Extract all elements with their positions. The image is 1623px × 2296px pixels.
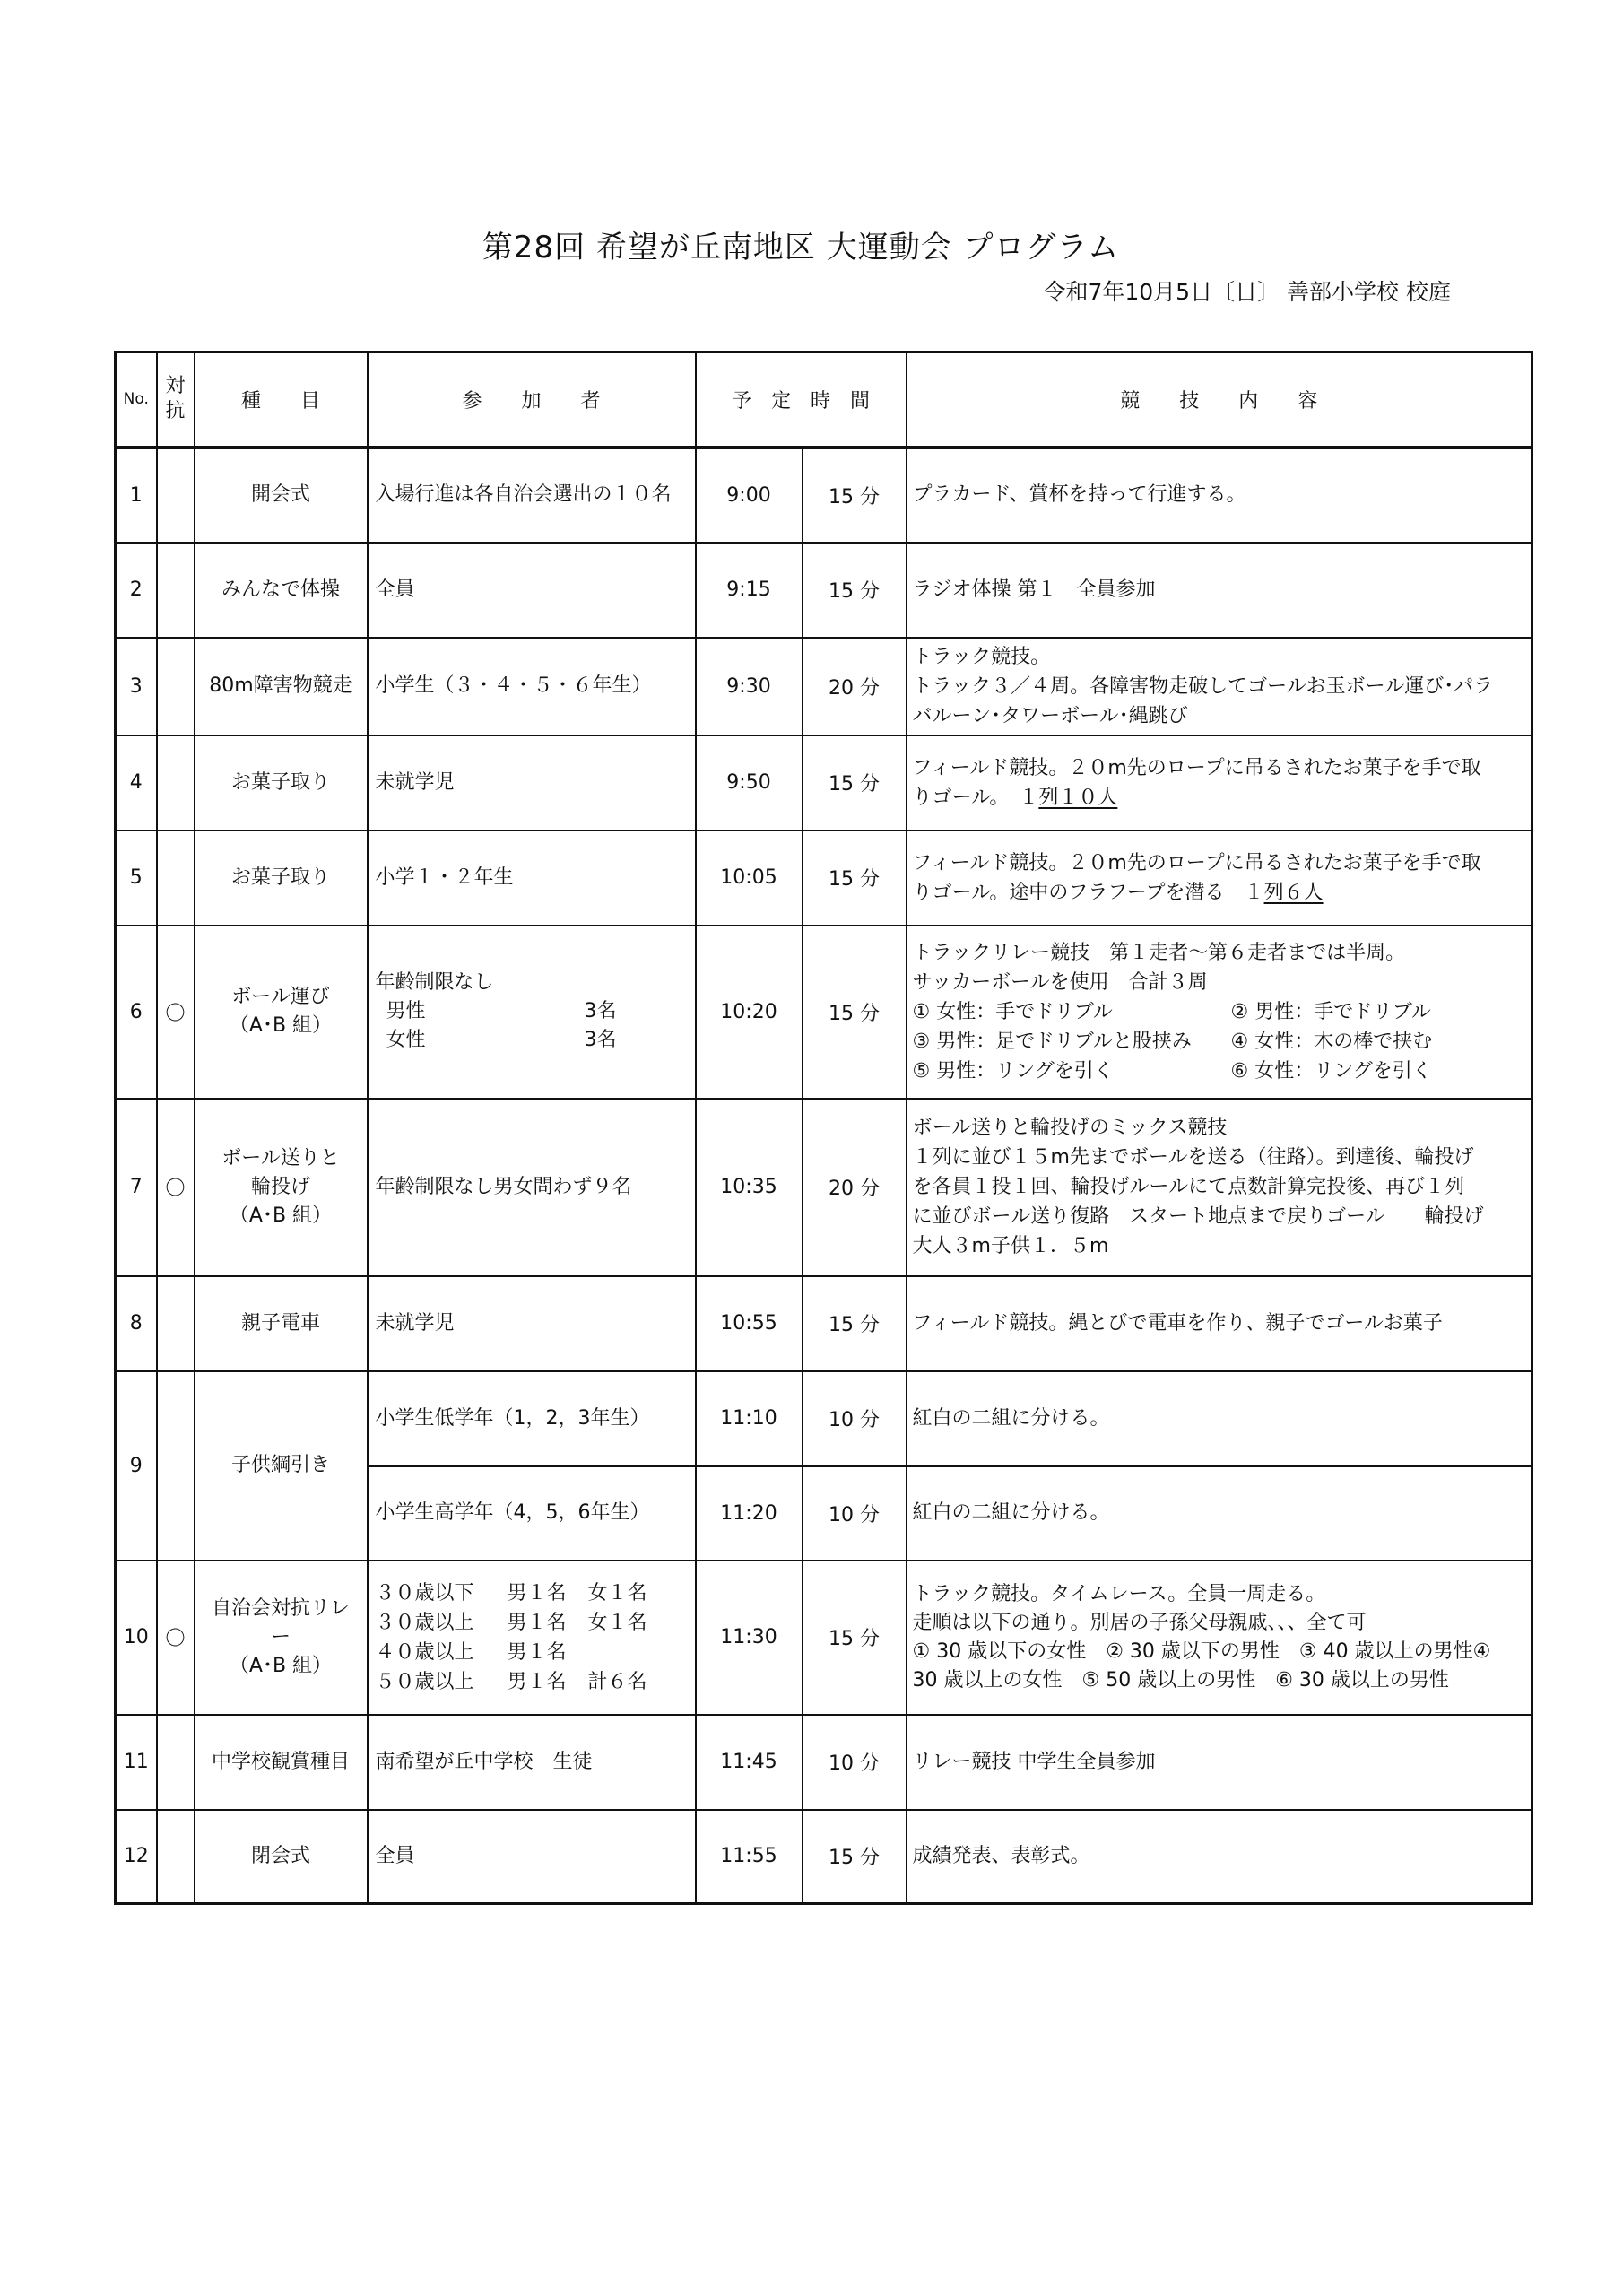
description-line: トラック競技。タイムレース。全員一周走る。 (912, 1582, 1326, 1605)
participants-line: 入場行進は各自治会選出の１０名 (375, 483, 672, 506)
header-no: No. (116, 352, 157, 448)
row-vs-mark (157, 831, 195, 926)
description-line: 成績発表、表彰式。 (912, 1844, 1090, 1867)
event-description (907, 1099, 1532, 1276)
female-count: 女１名 (587, 1581, 647, 1605)
description-line (913, 783, 1532, 813)
event-name-line: お菓子取り (230, 770, 330, 794)
event-name (195, 1561, 368, 1715)
participants-line: 小学１・２年生 (375, 865, 514, 889)
header-vs-line-1: 対 (165, 375, 186, 398)
start-time: 9:30 (696, 638, 803, 735)
description-line: を各員１投１回、輪投げルールにて点数計算完投後、再び１列 (912, 1176, 1465, 1198)
description-line: フィールド競技。縄とびで電車を作り、親子でゴールお菓子 (912, 1311, 1443, 1335)
description-line: トラック３／４周。各障害物走破してゴールお玉ボール運び･パラ (912, 674, 1494, 698)
description-line: トラックリレー競技 第１走者～第６走者までは半周。 (912, 941, 1406, 964)
participants-line: 全員 (375, 578, 415, 601)
event-name-line: ー (270, 1625, 291, 1648)
start-time: 11:30 (696, 1561, 803, 1715)
underlined-group-size: 列６人 (1263, 881, 1324, 904)
event-description (907, 1810, 1532, 1904)
row-no: 3 (116, 638, 157, 735)
row-no: 4 (116, 735, 157, 831)
start-time: 9:15 (696, 543, 803, 638)
program-row-10 (116, 1561, 1532, 1715)
row-vs-mark: 〇 (157, 926, 195, 1099)
header-vs (157, 352, 195, 448)
start-time: 10:05 (696, 831, 803, 926)
start-time: 10:20 (696, 926, 803, 1099)
participants (368, 1466, 696, 1561)
start-time: 11:45 (696, 1715, 803, 1810)
participant-bracket (376, 1608, 695, 1638)
runner-order-item: ⑤ 男性：リングを引く (912, 1059, 1114, 1083)
event-name (195, 735, 368, 831)
program-row-7 (116, 1099, 1532, 1276)
row-no: 2 (116, 543, 157, 638)
program-table (114, 351, 1533, 1905)
row-vs-mark (157, 543, 195, 638)
description-line: ① 30 歳以下の女性 ② 30 歳以下の男性 ③ 40 歳以上の男性④ (912, 1639, 1491, 1663)
description-line: １列に並び１５m先までボールを送る（往路）。到達後、輪投げ (912, 1146, 1474, 1169)
group-label: 男性 (386, 1000, 426, 1022)
event-description (907, 735, 1532, 831)
description-line: プラカード、賞杯を持って行進する。 (912, 483, 1246, 506)
age-bracket: ３０歳以下 (375, 1581, 474, 1605)
event-name (195, 1810, 368, 1904)
group-count: 3名 (584, 1000, 617, 1022)
participants-line: 年齢制限なし男女問わず９名 (375, 1175, 632, 1198)
start-time: 10:55 (696, 1276, 803, 1371)
participants-line: 未就学児 (375, 1311, 455, 1335)
start-time: 11:55 (696, 1810, 803, 1904)
event-name-line: 80m障害物競走 (209, 674, 352, 697)
start-time: 11:10 (696, 1371, 803, 1466)
runner-order-item: ⑥ 女性：リングを引く (1230, 1059, 1432, 1083)
runner-order-pair (913, 1057, 1532, 1086)
runner-order-item: ③ 男性：足でドリブルと股挟み (912, 1030, 1192, 1053)
participants-line: 年齢制限なし (375, 971, 494, 994)
description-line: 紅白の二組に分ける。 (912, 1501, 1110, 1524)
event-name-line: 中学校観賞種目 (211, 1750, 350, 1773)
participants (368, 926, 696, 1099)
start-time: 9:50 (696, 735, 803, 831)
program-row-4 (116, 735, 1532, 831)
header-content: 競 技 内 容 (907, 352, 1532, 448)
participants-line: 全員 (375, 1844, 415, 1867)
event-description (907, 638, 1532, 735)
participants (368, 543, 696, 638)
group-count: 3名 (584, 1029, 617, 1051)
runner-order-item: ① 女性：手でドリブル (912, 1000, 1113, 1023)
participants (368, 735, 696, 831)
header-vs-line-2: 抗 (165, 400, 186, 423)
description-text: りゴール。途中のフラフープを潜る １ (912, 881, 1264, 904)
event-name-line: 子供綱引き (230, 1454, 330, 1476)
participants (368, 448, 696, 543)
duration: 15 分 (803, 1810, 907, 1904)
row-no: 9 (116, 1371, 157, 1561)
female-count: 女１名 (587, 1611, 647, 1634)
female-count (588, 1638, 695, 1667)
event-name-line: 親子電車 (240, 1311, 320, 1335)
male-count: 男１名 (507, 1670, 567, 1693)
participant-group (376, 997, 695, 1026)
male-count: 男１名 (507, 1611, 567, 1634)
participants (368, 1371, 696, 1466)
participants-line: 小学生（３・４・５・６年生） (375, 674, 652, 697)
header-time: 予 定 時 間 (696, 352, 907, 448)
male-count: 男１名 (507, 1581, 567, 1605)
description-line: 紅白の二組に分ける。 (912, 1406, 1110, 1430)
participants (368, 1810, 696, 1904)
duration: 15 分 (803, 1561, 907, 1715)
duration: 15 分 (803, 926, 907, 1099)
participants-line: 小学生低学年（1，2，3年生） (375, 1406, 650, 1430)
event-description (907, 1715, 1532, 1810)
event-name-line: ボール送りと (221, 1146, 340, 1170)
event-name-line: 開会式 (250, 483, 310, 506)
duration: 20 分 (803, 1099, 907, 1276)
participant-bracket (376, 1638, 695, 1667)
event-name (195, 1099, 368, 1276)
description-line: フィールド競技。２０m先のロープに吊るされたお菓子を手で取 (912, 851, 1481, 874)
event-team-line: （A･B 組） (229, 1204, 333, 1227)
age-bracket: ３０歳以上 (375, 1611, 474, 1634)
header-event: 種 目 (195, 352, 368, 448)
event-team-line: （A･B 組） (229, 1014, 333, 1037)
event-name-line: 閉会式 (250, 1844, 310, 1867)
program-row-6 (116, 926, 1532, 1099)
description-line: に並びボール送り復路 スタート地点まで戻りゴール 輪投げ (912, 1205, 1484, 1228)
event-description (907, 1276, 1532, 1371)
row-vs-mark: 〇 (157, 1561, 195, 1715)
start-time: 10:35 (696, 1099, 803, 1276)
male-count: 男１名 (507, 1640, 567, 1664)
program-row-12 (116, 1810, 1532, 1904)
participants (368, 1715, 696, 1810)
row-vs-mark (157, 638, 195, 735)
row-no: 12 (116, 1810, 157, 1904)
event-name (195, 1276, 368, 1371)
event-name-line: 輪投げ (250, 1175, 310, 1198)
header-participants: 参 加 者 (368, 352, 696, 448)
participants (368, 831, 696, 926)
participant-group (376, 1026, 695, 1055)
event-description (907, 448, 1532, 543)
participant-bracket (376, 1578, 695, 1608)
row-no: 7 (116, 1099, 157, 1276)
runner-order-pair (913, 997, 1532, 1027)
program-row-2 (116, 543, 1532, 638)
group-label: 女性 (386, 1029, 426, 1051)
description-line: 大人３m子供１．５m (912, 1235, 1109, 1257)
program-row-1 (116, 448, 1532, 543)
duration: 10 分 (803, 1371, 907, 1466)
description-line: ボール送りと輪投げのミックス競技 (912, 1117, 1228, 1139)
description-text: りゴール。 １ (912, 786, 1039, 809)
row-vs-mark (157, 1371, 195, 1561)
total-count: 計６名 (587, 1670, 647, 1693)
event-description (907, 543, 1532, 638)
event-description (907, 1466, 1532, 1561)
row-vs-mark (157, 1276, 195, 1371)
row-vs-mark: 〇 (157, 1099, 195, 1276)
underlined-group-size: 列１０人 (1038, 786, 1118, 809)
event-date-venue: 令和7年10月5日〔日〕 善部小学校 校庭 (1043, 279, 1451, 305)
description-line: サッカーボールを使用 合計３周 (912, 970, 1208, 994)
event-description (907, 1561, 1532, 1715)
event-name (195, 543, 368, 638)
event-name-line: お菓子取り (230, 865, 330, 889)
event-description (907, 1371, 1532, 1466)
row-no: 6 (116, 926, 157, 1099)
description-line: 走順は以下の通り。別居の子孫父母親戚、、、全て可 (912, 1611, 1367, 1634)
header-row (116, 352, 1532, 448)
runner-order-item: ② 男性：手でドリブル (1230, 1000, 1431, 1023)
row-vs-mark (157, 448, 195, 543)
participants (368, 638, 696, 735)
event-name (195, 638, 368, 735)
runner-order-item: ④ 女性：木の棒で挟む (1230, 1030, 1433, 1053)
participants (368, 1099, 696, 1276)
runner-order-pair (913, 1027, 1532, 1057)
program-row-3 (116, 638, 1532, 735)
event-name (195, 926, 368, 1099)
row-no: 11 (116, 1715, 157, 1810)
row-vs-mark (157, 1810, 195, 1904)
duration: 10 分 (803, 1466, 907, 1561)
age-bracket: ４０歳以上 (375, 1640, 474, 1664)
duration: 15 分 (803, 831, 907, 926)
description-line: ラジオ体操 第１ 全員参加 (912, 578, 1156, 601)
start-time: 11:20 (696, 1466, 803, 1561)
description-line: トラック競技。 (912, 645, 1051, 668)
row-no: 5 (116, 831, 157, 926)
event-team-line: （A･B 組） (229, 1654, 333, 1677)
description-line: フィールド競技。２０m先のロープに吊るされたお菓子を手で取 (912, 756, 1481, 779)
description-line: 30 歳以上の女性 ⑤ 50 歳以上の男性 ⑥ 30 歳以上の男性 (912, 1668, 1449, 1692)
program-row-8 (116, 1276, 1532, 1371)
row-no: 1 (116, 448, 157, 543)
event-name-line: みんなで体操 (221, 578, 340, 601)
row-no: 10 (116, 1561, 157, 1715)
row-vs-mark (157, 1715, 195, 1810)
event-name (195, 448, 368, 543)
duration: 15 分 (803, 735, 907, 831)
row-vs-mark (157, 735, 195, 831)
age-bracket: ５０歳以上 (375, 1670, 474, 1693)
participants (368, 1276, 696, 1371)
event-description (907, 926, 1532, 1099)
event-name (195, 1371, 368, 1561)
row-no: 8 (116, 1276, 157, 1371)
description-line: リレー競技 中学生全員参加 (912, 1750, 1156, 1773)
event-name (195, 831, 368, 926)
duration: 15 分 (803, 1276, 907, 1371)
participants (368, 1561, 696, 1715)
page-title: 第28回 希望が丘南地区 大運動会 プログラム (482, 230, 1120, 265)
duration: 15 分 (803, 448, 907, 543)
duration: 15 分 (803, 543, 907, 638)
description-line: バルーン･タワーボール･縄跳び (912, 704, 1188, 727)
duration: 20 分 (803, 638, 907, 735)
program-row-11 (116, 1715, 1532, 1810)
duration: 10 分 (803, 1715, 907, 1810)
description-line (913, 878, 1532, 908)
participant-bracket (376, 1667, 695, 1697)
event-description (907, 831, 1532, 926)
participants-line: 未就学児 (375, 770, 455, 794)
event-name (195, 1715, 368, 1810)
event-name-line: 自治会対抗リレ (211, 1596, 350, 1620)
participants-line: 小学生高学年（4，5，6年生） (375, 1501, 650, 1524)
participants-line: 南希望が丘中学校 生徒 (375, 1750, 593, 1773)
program-row-5 (116, 831, 1532, 926)
program-row-9a (116, 1371, 1532, 1466)
start-time: 9:00 (696, 448, 803, 543)
event-name-line: ボール運び (231, 986, 330, 1008)
